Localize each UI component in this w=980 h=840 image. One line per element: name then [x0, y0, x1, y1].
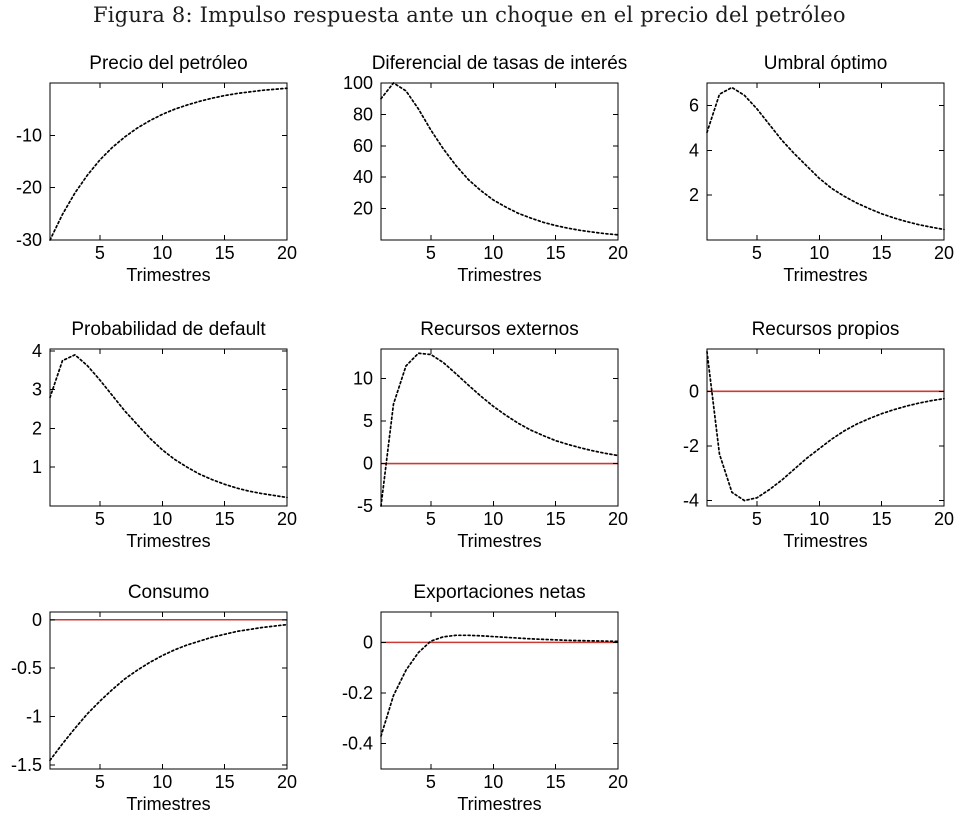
x-tick-label: 20: [607, 243, 629, 263]
x-tick-label: 5: [425, 772, 436, 792]
x-axis-label: Trimestres: [457, 794, 542, 814]
y-tick-label: 1: [31, 457, 42, 478]
y-tick-label: 2: [688, 185, 699, 206]
y-tick-label: -0.2: [341, 683, 373, 704]
y-tick-label: 2: [31, 418, 42, 439]
x-tick-label: 5: [94, 509, 105, 529]
y-tick-label: 40: [352, 167, 373, 188]
response-curve: [381, 83, 618, 235]
x-tick-label: 20: [607, 772, 629, 792]
x-axis-label: Trimestres: [126, 794, 211, 814]
axes-box: [381, 349, 618, 506]
y-tick-label: -0.5: [10, 658, 42, 679]
y-tick-label: -10: [15, 125, 42, 146]
x-tick-label: 5: [751, 509, 762, 529]
x-tick-label: 5: [94, 243, 105, 263]
x-axis-label: Trimestres: [457, 531, 542, 551]
x-tick-label: 10: [809, 243, 830, 263]
y-tick-label: 5: [362, 411, 373, 432]
x-tick-label: 10: [152, 509, 173, 529]
x-tick-label: 10: [152, 243, 173, 263]
x-tick-label: 5: [751, 243, 762, 263]
x-axis-label: Trimestres: [783, 531, 868, 551]
y-tick-label: 4: [31, 340, 42, 361]
x-tick-label: 15: [214, 243, 235, 263]
x-tick-label: 5: [425, 509, 436, 529]
y-tick-label: 0: [362, 632, 373, 653]
x-tick-label: 15: [214, 509, 235, 529]
response-curve: [50, 625, 287, 761]
axes-box: [381, 612, 618, 769]
y-tick-label: 80: [352, 104, 373, 125]
y-tick-label: -0.4: [341, 733, 373, 754]
x-tick-label: 10: [483, 243, 504, 263]
axes-box: [381, 83, 618, 240]
axes-box: [50, 83, 287, 240]
response-curve: [707, 87, 944, 229]
x-tick-label: 20: [933, 509, 955, 529]
y-tick-label: 4: [688, 140, 699, 161]
response-curve: [50, 88, 287, 240]
axes-box: [707, 349, 944, 506]
subplot-recursos-propios: [647, 315, 967, 577]
axes-box: [50, 612, 287, 769]
y-tick-label: -4: [682, 490, 699, 511]
x-tick-label: 10: [483, 772, 504, 792]
subplot-recursos-externos: [321, 315, 641, 577]
x-tick-label: 10: [152, 772, 173, 792]
response-curve: [381, 635, 618, 736]
y-tick-label: -1: [25, 706, 42, 727]
y-tick-label: -2: [682, 435, 699, 456]
x-tick-label: 15: [545, 509, 566, 529]
y-tick-label: 6: [688, 95, 699, 116]
subplot-exportaciones-netas: [321, 578, 641, 840]
response-curve: [381, 353, 618, 506]
x-tick-label: 20: [607, 509, 629, 529]
x-tick-label: 20: [276, 772, 298, 792]
y-tick-label: 20: [352, 198, 373, 219]
y-tick-label: 0: [31, 609, 42, 630]
y-tick-label: 60: [352, 135, 373, 156]
x-tick-label: 15: [214, 772, 235, 792]
subplot-title: Precio del petróleo: [89, 53, 248, 74]
axes-box: [50, 349, 287, 506]
subplot-title: Probabilidad de default: [71, 319, 266, 340]
y-tick-label: -1.5: [10, 755, 42, 776]
x-tick-label: 20: [276, 243, 298, 263]
y-tick-label: 10: [352, 368, 373, 389]
y-tick-label: 3: [31, 379, 42, 400]
figure-caption: Figura 8: Impulso respuesta ante un choque en el precio del petróleo: [93, 3, 846, 27]
x-tick-label: 15: [871, 243, 892, 263]
axes-box: [707, 83, 944, 240]
x-tick-label: 10: [483, 509, 504, 529]
y-tick-label: 100: [342, 73, 373, 93]
subplot-umbral-optimo: [647, 49, 967, 311]
subplot-title: Recursos propios: [751, 319, 900, 340]
response-curve: [50, 355, 287, 498]
x-tick-label: 20: [276, 509, 298, 529]
x-axis-label: Trimestres: [457, 265, 542, 285]
subplot-probabilidad-de-default: [0, 315, 310, 577]
subplot-title: Umbral óptimo: [763, 53, 888, 74]
subplot-precio-del-petroleo: [0, 49, 310, 311]
y-tick-label: -5: [356, 496, 373, 516]
x-axis-label: Trimestres: [783, 265, 868, 285]
x-axis-label: Trimestres: [126, 531, 211, 551]
subplot-title: Consumo: [127, 582, 210, 603]
x-tick-label: 15: [545, 243, 566, 263]
x-tick-label: 20: [933, 243, 955, 263]
y-tick-label: 0: [688, 381, 699, 402]
x-axis-label: Trimestres: [126, 265, 211, 285]
y-tick-label: -20: [15, 177, 42, 198]
x-tick-label: 5: [94, 772, 105, 792]
x-tick-label: 15: [545, 772, 566, 792]
subplot-title: Recursos externos: [420, 319, 579, 340]
x-tick-label: 10: [809, 509, 830, 529]
subplot-title: Diferencial de tasas de interés: [371, 53, 628, 74]
subplot-consumo: [0, 578, 310, 840]
x-tick-label: 15: [871, 509, 892, 529]
response-curve: [707, 352, 944, 501]
x-tick-label: 5: [425, 243, 436, 263]
y-tick-label: -30: [15, 230, 42, 250]
subplot-title: Exportaciones netas: [413, 582, 586, 603]
y-tick-label: 0: [362, 453, 373, 474]
subplot-diferencial-de-tasas-de-interes: [321, 49, 641, 311]
